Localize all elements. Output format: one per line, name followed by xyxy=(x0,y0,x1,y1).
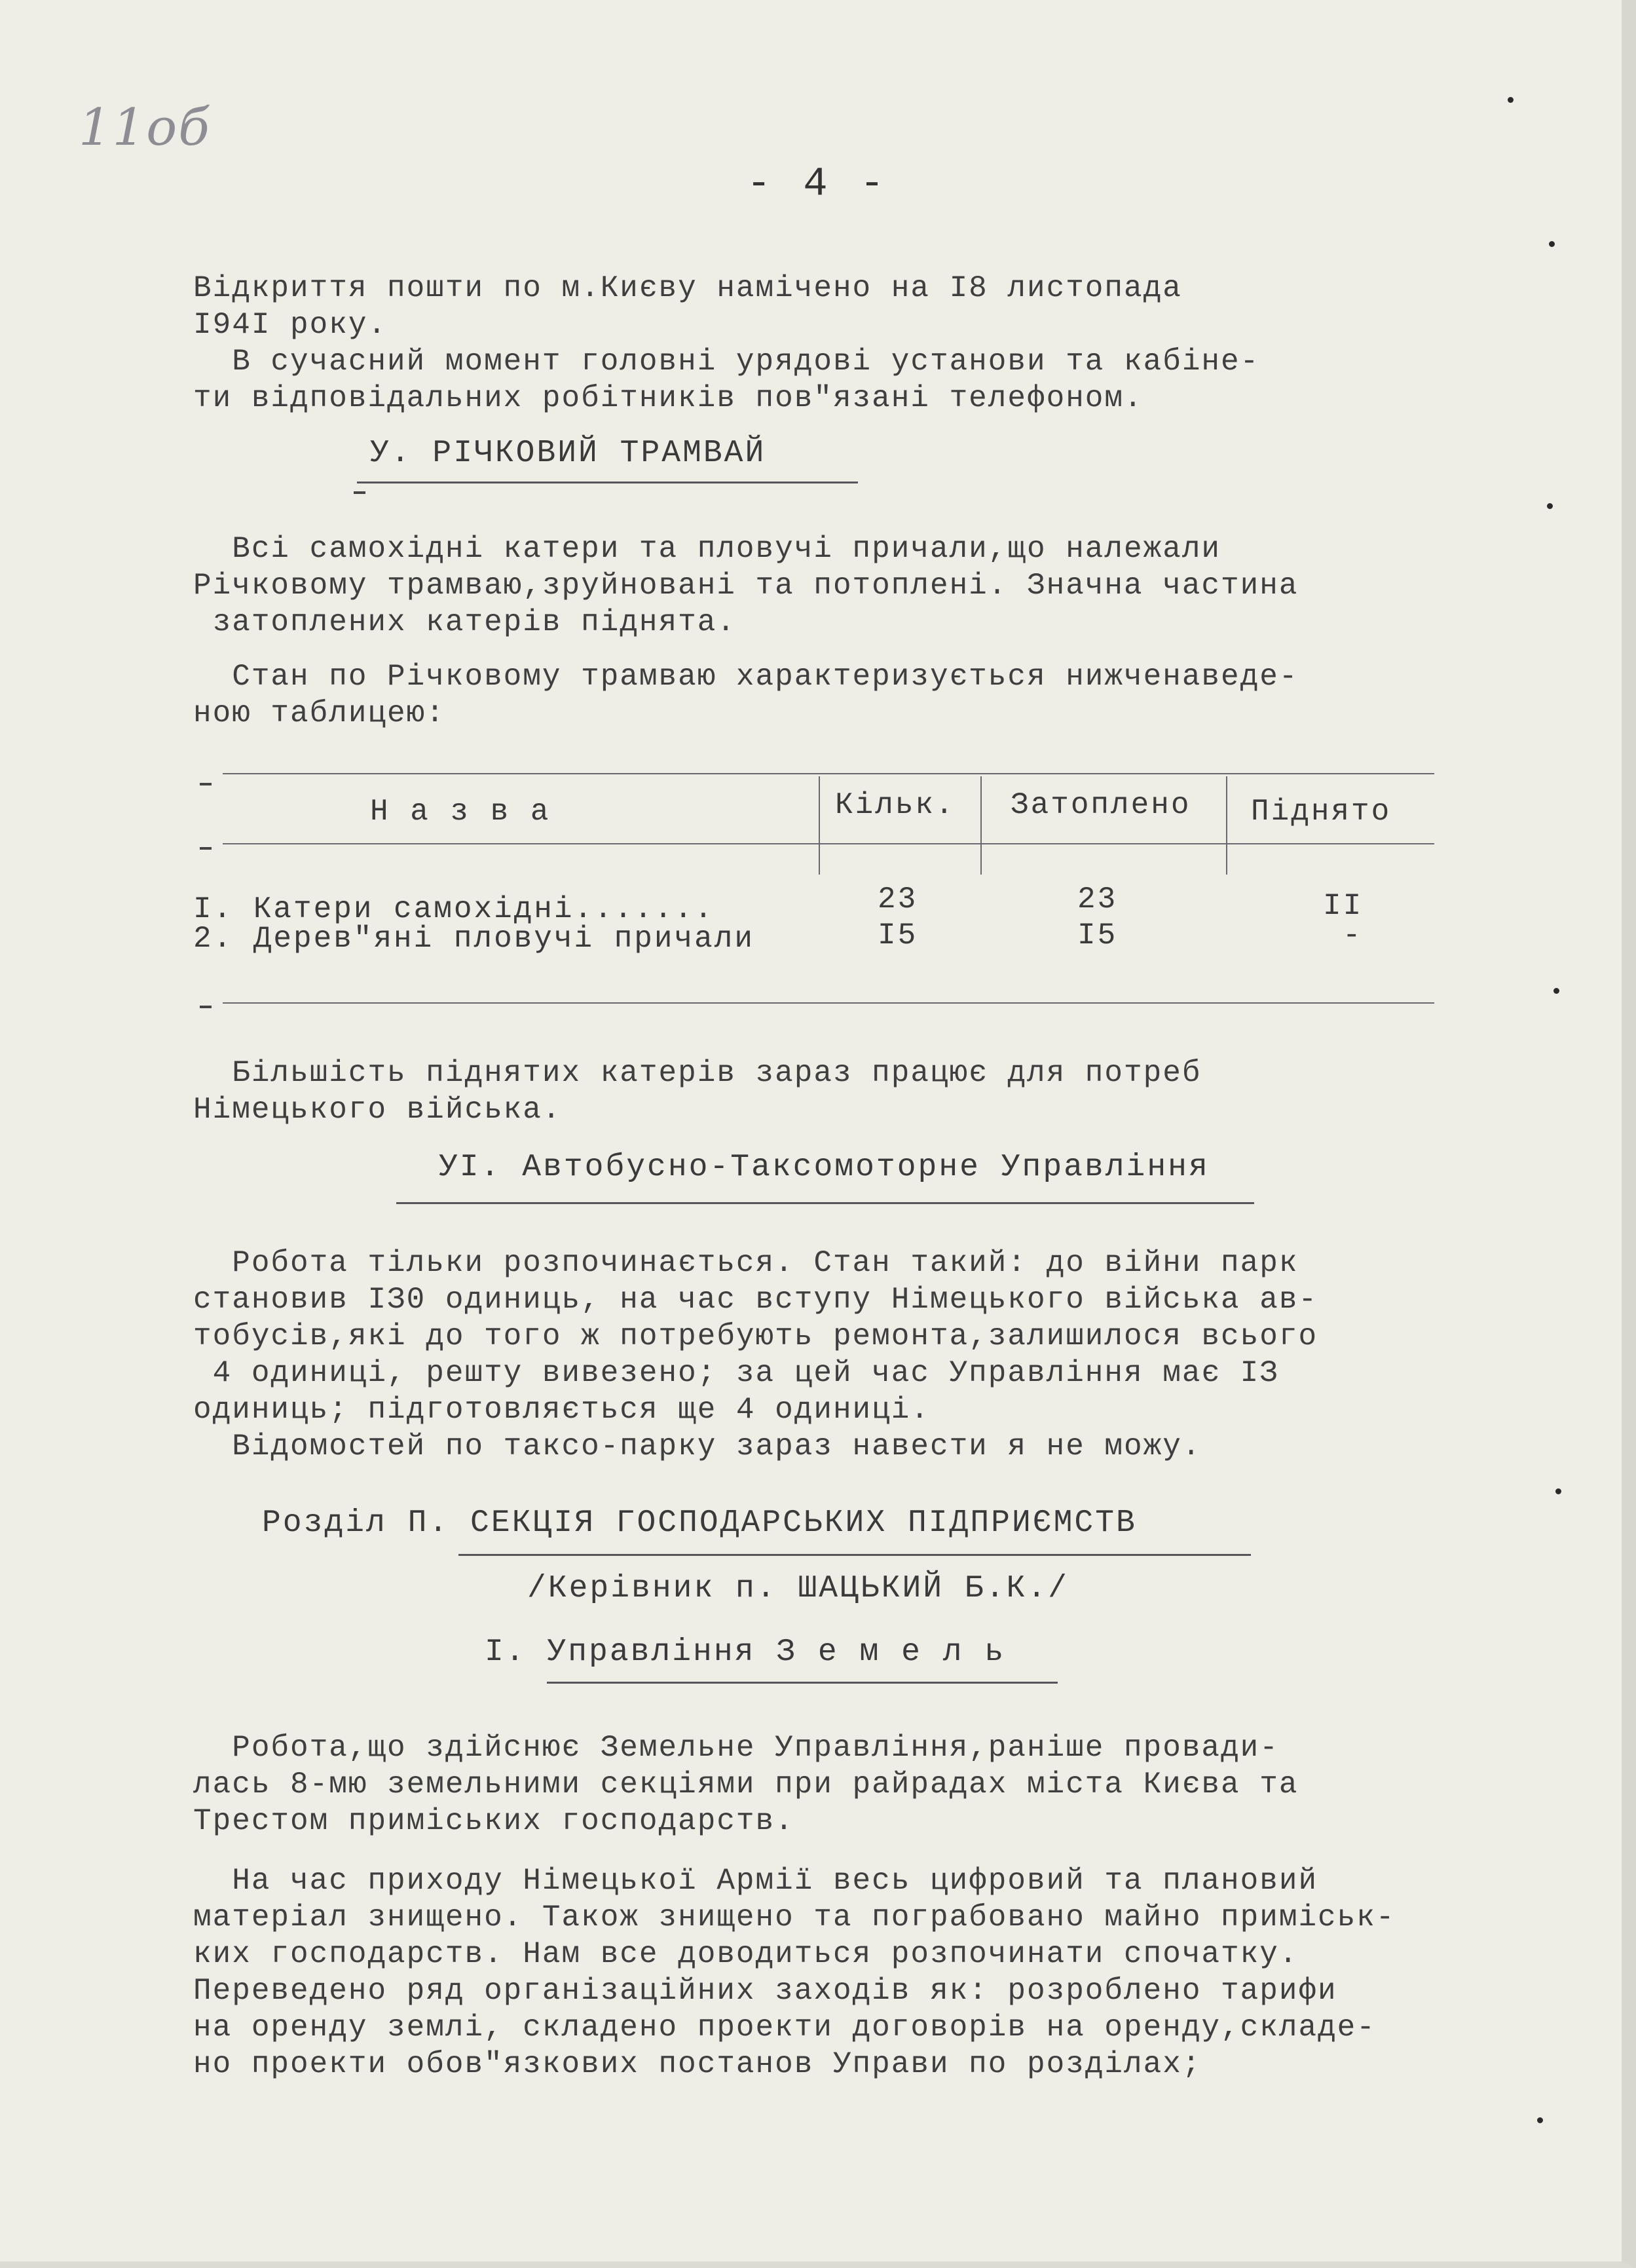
page-number: - 4 - xyxy=(747,161,889,207)
paper-speck xyxy=(1537,2117,1543,2123)
paragraph-after-table: Більшість піднятих катерів зараз працює для потреб Німецького війська. xyxy=(193,1056,1202,1127)
heading-underline xyxy=(547,1682,1058,1684)
table-column-rule xyxy=(1226,776,1227,875)
paper-speck xyxy=(1549,241,1555,247)
table-row-2-sunk: І5 xyxy=(1077,918,1118,953)
table-header-count: Кільк. xyxy=(835,788,956,822)
section-2-head-person: /Керівник п. ШАЦЬКИЙ Б.К./ xyxy=(527,1571,1069,1606)
heading-section-2: Розділ П. СЕКЦІЯ ГОСПОДАРСЬКИХ ПІДПРИЄМСТВ xyxy=(262,1505,1137,1541)
handwritten-archive-number: 11об xyxy=(79,98,211,157)
typed-dash-mark xyxy=(354,491,365,494)
heading-underline xyxy=(396,1202,1254,1204)
table-row-2-count: І5 xyxy=(878,918,918,953)
table-header-rule xyxy=(223,843,1434,844)
paragraph-land-work: Робота,що здійснює Земельне Управління,раніше провади- лась 8-мю земельними секціями при райрадах міста Києва та Трестом приміських господарств. xyxy=(193,1731,1299,1838)
table-header-sunk: Затоплено xyxy=(1011,788,1191,822)
table-row-2-raised: - xyxy=(1343,918,1363,953)
typed-dash-mark xyxy=(200,783,212,785)
typed-dash-mark xyxy=(200,1006,212,1008)
typed-dash-mark xyxy=(200,847,212,850)
table-column-rule xyxy=(819,776,820,875)
paragraph-bus-taxi: Робота тільки розпочинається. Стан такий: до війни парк становив ІЗ0 одиниць, на час вступу Німецького війська ав- тобусів,які до того ж потребують ремонта,залишилося всього 4 одиниці, решту вивезено; за цей час Управління має ІЗ одиниць; підготовляється ще 4 одиниці. Відомостей по таксо-парку зараз навести я не можу. xyxy=(193,1246,1318,1464)
paragraph-land-army: На час приходу Німецької Армії весь цифровий та плановий матеріал знищено. Також знищено та пограбовано майно приміськ- ких господарств. Нам все доводиться розпочинати спочатку. Переведено ряд організаційних заходів як: розроблено тарифи на оренду землі, складено проекти договорів на оренду,складе- но проекти обов"язкових постанов Управи по розділах; xyxy=(193,1864,1396,2081)
heading-underline xyxy=(357,482,858,483)
table-bottom-rule xyxy=(223,1002,1434,1004)
table-row-1-count: 23 xyxy=(878,882,918,917)
table-header-raised: Піднято xyxy=(1251,795,1392,829)
table-column-rule xyxy=(980,776,982,875)
paragraph-post-office: Відкриття пошти по м.Києву намічено на І8 листопада І94І року. В сучасний момент головні урядові установи та кабіне- ти відповідальних робітників пов"язані телефоном. xyxy=(193,271,1260,415)
paper-speck xyxy=(1555,1488,1561,1494)
heading-bus-taxi: УІ. Автобусно-Таксомоторне Управління xyxy=(439,1150,1210,1185)
table-row-2-name: 2. Дерев"яні пловучі причали xyxy=(193,922,754,956)
paragraph-tram-intro: Всі самохідні катери та пловучі причали,що належали Річковому трамваю,зруйновані та потоплені. Значна частина затоплених катерів піднята. xyxy=(193,532,1299,639)
heading-river-tram: У. РІЧКОВИЙ ТРАМВАЙ xyxy=(370,436,766,471)
table-row-1-sunk: 23 xyxy=(1077,882,1118,917)
heading-land-department: І. Управління З е м е л ь xyxy=(485,1635,1006,1670)
paper-speck xyxy=(1508,97,1514,103)
paper-speck xyxy=(1553,988,1559,994)
heading-underline xyxy=(458,1554,1251,1556)
paragraph-table-intro: Стан по Річковому трамваю характеризується нижченаведе- ною таблицею: xyxy=(193,660,1299,730)
table-header-name: Н а з в а xyxy=(370,795,551,829)
table-row-1-name: І. Катери самохідні....... xyxy=(193,892,715,926)
table-top-rule xyxy=(223,773,1434,774)
table-row-1-raised: ІІ xyxy=(1323,889,1364,923)
paper-speck xyxy=(1547,503,1553,509)
